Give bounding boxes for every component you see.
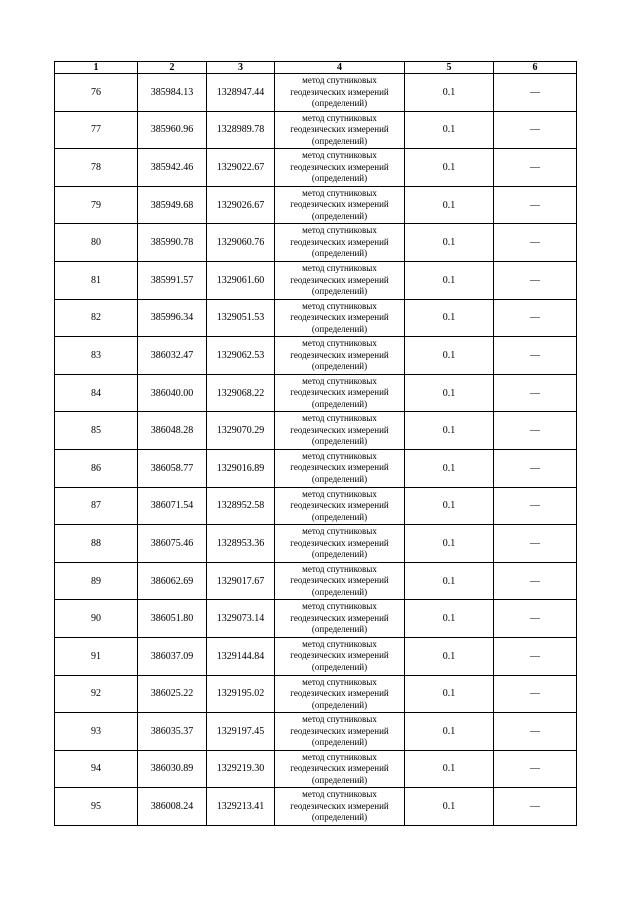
y-coordinate-cell: 1329022.67 (207, 149, 275, 187)
method-cell (275, 750, 405, 788)
method-line: метод спутниковых (302, 789, 377, 800)
method-line: геодезических измерений (290, 725, 389, 736)
y-coordinate-cell: 1329213.41 (207, 788, 275, 826)
method-line: метод спутниковых (302, 187, 377, 198)
y-coordinate-cell: 1329016.89 (207, 449, 275, 487)
y-coordinate-cell: 1329017.67 (207, 562, 275, 600)
accuracy-cell: 0.1 (405, 449, 494, 487)
x-coordinate-cell: 386071.54 (138, 487, 207, 525)
table-row (55, 750, 577, 788)
point-number-cell: 81 (55, 261, 138, 299)
method-line: геодезических измерений (290, 274, 389, 285)
method-line: метод спутниковых (302, 714, 377, 725)
method-line: (определений) (311, 436, 368, 447)
note-cell: — (494, 525, 577, 563)
accuracy-cell: 0.1 (405, 224, 494, 262)
accuracy-cell: 0.1 (405, 788, 494, 826)
note-cell: — (494, 487, 577, 525)
method-cell (275, 449, 405, 487)
method-line: (определений) (311, 398, 368, 409)
method-line: метод спутниковых (302, 300, 377, 311)
y-coordinate-cell: 1329144.84 (207, 637, 275, 675)
method-cell (275, 337, 405, 375)
method-line: (определений) (311, 774, 368, 785)
accuracy-cell: 0.1 (405, 562, 494, 600)
accuracy-cell: 0.1 (405, 149, 494, 187)
method-line: метод спутниковых (302, 676, 377, 687)
table-row (55, 261, 577, 299)
method-line: (определений) (311, 323, 368, 334)
method-cell (275, 74, 405, 112)
header-col-1: 1 (55, 62, 138, 74)
method-line: (определений) (311, 624, 368, 635)
point-number-cell: 82 (55, 299, 138, 337)
point-number-cell: 89 (55, 562, 138, 600)
point-number-cell: 80 (55, 224, 138, 262)
x-coordinate-cell: 386075.46 (138, 525, 207, 563)
method-cell (275, 600, 405, 638)
method-line: метод спутниковых (302, 112, 377, 123)
note-cell: — (494, 74, 577, 112)
accuracy-cell: 0.1 (405, 337, 494, 375)
method-line: геодезических измерений (290, 650, 389, 661)
y-coordinate-cell: 1329073.14 (207, 600, 275, 638)
x-coordinate-cell: 386032.47 (138, 337, 207, 375)
method-cell (275, 487, 405, 525)
note-cell: — (494, 149, 577, 187)
method-line: метод спутниковых (302, 751, 377, 762)
note-cell: — (494, 562, 577, 600)
y-coordinate-cell: 1329062.53 (207, 337, 275, 375)
y-coordinate-cell: 1328952.58 (207, 487, 275, 525)
table-row (55, 299, 577, 337)
point-number-cell: 88 (55, 525, 138, 563)
accuracy-cell: 0.1 (405, 675, 494, 713)
method-line: геодезических измерений (290, 537, 389, 548)
method-cell (275, 261, 405, 299)
x-coordinate-cell: 385942.46 (138, 149, 207, 187)
note-cell: — (494, 299, 577, 337)
method-cell (275, 186, 405, 224)
method-line: (определений) (311, 586, 368, 597)
method-line: (определений) (311, 210, 368, 221)
method-line: (определений) (311, 361, 368, 372)
table-body (55, 74, 577, 826)
note-cell: — (494, 713, 577, 751)
method-line: геодезических измерений (290, 763, 389, 774)
method-line: метод спутниковых (302, 601, 377, 612)
accuracy-cell: 0.1 (405, 186, 494, 224)
method-line: метод спутниковых (302, 563, 377, 574)
point-number-cell: 94 (55, 750, 138, 788)
method-line: (определений) (311, 699, 368, 710)
coordinates-table (54, 61, 577, 826)
y-coordinate-cell: 1329070.29 (207, 412, 275, 450)
method-line: (определений) (311, 135, 368, 146)
y-coordinate-cell: 1329061.60 (207, 261, 275, 299)
method-line: метод спутниковых (302, 263, 377, 274)
table-row (55, 788, 577, 826)
method-cell (275, 675, 405, 713)
x-coordinate-cell: 386037.09 (138, 637, 207, 675)
point-number-cell: 90 (55, 600, 138, 638)
accuracy-cell: 0.1 (405, 412, 494, 450)
y-coordinate-cell: 1329060.76 (207, 224, 275, 262)
accuracy-cell: 0.1 (405, 525, 494, 563)
y-coordinate-cell: 1329197.45 (207, 713, 275, 751)
note-cell: — (494, 186, 577, 224)
header-col-5: 5 (405, 62, 494, 74)
y-coordinate-cell: 1328953.36 (207, 525, 275, 563)
table-row (55, 525, 577, 563)
method-line: геодезических измерений (290, 199, 389, 210)
note-cell: — (494, 750, 577, 788)
x-coordinate-cell: 385984.13 (138, 74, 207, 112)
accuracy-cell: 0.1 (405, 111, 494, 149)
x-coordinate-cell: 386062.69 (138, 562, 207, 600)
method-line: геодезических измерений (290, 688, 389, 699)
method-line: геодезических измерений (290, 462, 389, 473)
point-number-cell: 93 (55, 713, 138, 751)
method-line: (определений) (311, 473, 368, 484)
method-cell (275, 713, 405, 751)
header-col-3: 3 (207, 62, 275, 74)
method-cell (275, 412, 405, 450)
method-cell (275, 637, 405, 675)
accuracy-cell: 0.1 (405, 637, 494, 675)
point-number-cell: 91 (55, 637, 138, 675)
note-cell: — (494, 449, 577, 487)
method-line: геодезических измерений (290, 124, 389, 135)
method-line: метод спутниковых (302, 413, 377, 424)
method-line: (определений) (311, 737, 368, 748)
x-coordinate-cell: 386025.22 (138, 675, 207, 713)
table-row (55, 337, 577, 375)
method-line: геодезических измерений (290, 424, 389, 435)
note-cell: — (494, 337, 577, 375)
method-cell (275, 149, 405, 187)
method-line: метод спутниковых (302, 638, 377, 649)
method-line: геодезических измерений (290, 161, 389, 172)
table-row (55, 600, 577, 638)
note-cell: — (494, 261, 577, 299)
table-row (55, 562, 577, 600)
point-number-cell: 76 (55, 74, 138, 112)
table-row (55, 149, 577, 187)
table-row (55, 74, 577, 112)
y-coordinate-cell: 1329026.67 (207, 186, 275, 224)
method-line: геодезических измерений (290, 575, 389, 586)
method-line: метод спутниковых (302, 150, 377, 161)
x-coordinate-cell: 386048.28 (138, 412, 207, 450)
note-cell: — (494, 412, 577, 450)
table-row (55, 374, 577, 412)
accuracy-cell: 0.1 (405, 600, 494, 638)
point-number-cell: 84 (55, 374, 138, 412)
method-line: геодезических измерений (290, 500, 389, 511)
y-coordinate-cell: 1328989.78 (207, 111, 275, 149)
x-coordinate-cell: 385996.34 (138, 299, 207, 337)
point-number-cell: 78 (55, 149, 138, 187)
x-coordinate-cell: 385960.96 (138, 111, 207, 149)
accuracy-cell: 0.1 (405, 261, 494, 299)
accuracy-cell: 0.1 (405, 74, 494, 112)
point-number-cell: 85 (55, 412, 138, 450)
y-coordinate-cell: 1329195.02 (207, 675, 275, 713)
header-col-2: 2 (138, 62, 207, 74)
table-header (55, 62, 577, 74)
y-coordinate-cell: 1329051.53 (207, 299, 275, 337)
point-number-cell: 79 (55, 186, 138, 224)
x-coordinate-cell: 386058.77 (138, 449, 207, 487)
x-coordinate-cell: 386051.80 (138, 600, 207, 638)
note-cell: — (494, 111, 577, 149)
y-coordinate-cell: 1329068.22 (207, 374, 275, 412)
y-coordinate-cell: 1329219.30 (207, 750, 275, 788)
table-row (55, 487, 577, 525)
header-col-4: 4 (275, 62, 405, 74)
method-line: (определений) (311, 173, 368, 184)
note-cell: — (494, 224, 577, 262)
accuracy-cell: 0.1 (405, 299, 494, 337)
x-coordinate-cell: 386030.89 (138, 750, 207, 788)
method-line: геодезических измерений (290, 86, 389, 97)
method-cell (275, 562, 405, 600)
x-coordinate-cell: 386008.24 (138, 788, 207, 826)
note-cell: — (494, 600, 577, 638)
table-row (55, 713, 577, 751)
method-line: метод спутниковых (302, 375, 377, 386)
table-row (55, 186, 577, 224)
method-line: (определений) (311, 549, 368, 560)
method-cell (275, 525, 405, 563)
method-cell (275, 788, 405, 826)
method-line: геодезических измерений (290, 387, 389, 398)
method-line: метод спутниковых (302, 488, 377, 499)
method-line: метод спутниковых (302, 75, 377, 86)
point-number-cell: 92 (55, 675, 138, 713)
accuracy-cell: 0.1 (405, 374, 494, 412)
accuracy-cell: 0.1 (405, 750, 494, 788)
point-number-cell: 95 (55, 788, 138, 826)
method-line: (определений) (311, 286, 368, 297)
method-line: (определений) (311, 511, 368, 522)
method-cell (275, 374, 405, 412)
table-row (55, 637, 577, 675)
table-row (55, 224, 577, 262)
method-line: метод спутниковых (302, 526, 377, 537)
x-coordinate-cell: 386035.37 (138, 713, 207, 751)
point-number-cell: 86 (55, 449, 138, 487)
note-cell: — (494, 374, 577, 412)
table-row (55, 111, 577, 149)
point-number-cell: 77 (55, 111, 138, 149)
header-col-6: 6 (494, 62, 577, 74)
y-coordinate-cell: 1328947.44 (207, 74, 275, 112)
note-cell: — (494, 637, 577, 675)
method-line: геодезических измерений (290, 312, 389, 323)
method-line: (определений) (311, 98, 368, 109)
table-row (55, 412, 577, 450)
method-line: геодезических измерений (290, 349, 389, 360)
point-number-cell: 83 (55, 337, 138, 375)
table-row (55, 449, 577, 487)
method-cell (275, 224, 405, 262)
method-line: геодезических измерений (290, 612, 389, 623)
x-coordinate-cell: 385949.68 (138, 186, 207, 224)
method-cell (275, 111, 405, 149)
x-coordinate-cell: 385991.57 (138, 261, 207, 299)
method-cell (275, 299, 405, 337)
method-line: метод спутниковых (302, 225, 377, 236)
method-line: (определений) (311, 248, 368, 259)
accuracy-cell: 0.1 (405, 713, 494, 751)
accuracy-cell: 0.1 (405, 487, 494, 525)
method-line: (определений) (311, 812, 368, 823)
note-cell: — (494, 788, 577, 826)
point-number-cell: 87 (55, 487, 138, 525)
note-cell: — (494, 675, 577, 713)
x-coordinate-cell: 385990.78 (138, 224, 207, 262)
method-line: метод спутниковых (302, 338, 377, 349)
method-line: метод спутниковых (302, 450, 377, 461)
table-row (55, 675, 577, 713)
x-coordinate-cell: 386040.00 (138, 374, 207, 412)
header-row (55, 62, 577, 74)
method-line: геодезических измерений (290, 236, 389, 247)
method-line: (определений) (311, 661, 368, 672)
method-line: геодезических измерений (290, 800, 389, 811)
